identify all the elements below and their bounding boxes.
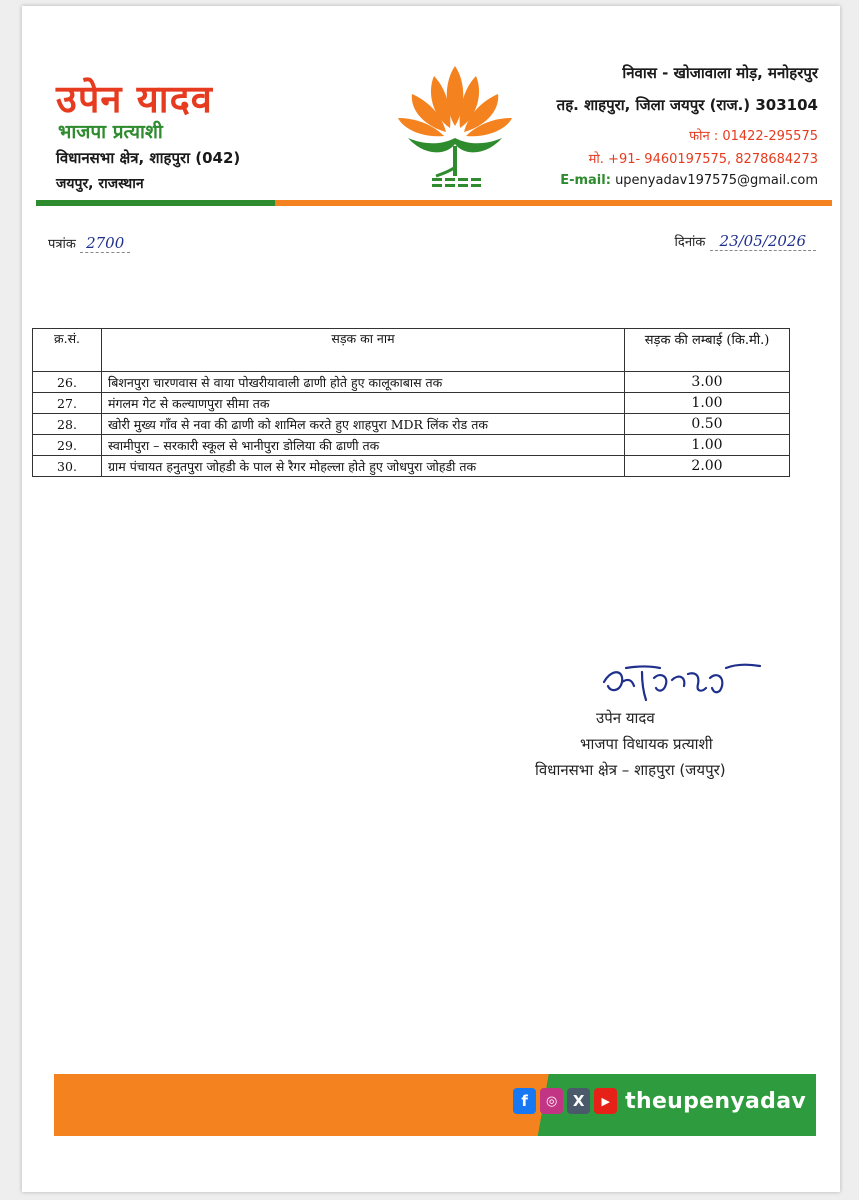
road-name-cell: स्वामीपुरा – सरकारी स्कूल से भानीपुरा डोलिया की ढाणी तक [102,435,625,456]
letter-page [22,6,840,1192]
road-length-cell: 1.00 [625,393,790,414]
reference-number [48,234,130,252]
social-links [513,1088,806,1114]
constituency-label: विधानसभा क्षेत्र, शाहपुरा (042) [56,149,241,167]
table-row [33,456,790,477]
phone-number: फोन : 01422-295575 [689,129,818,144]
youtube-icon: ▶ [594,1088,617,1114]
candidate-party-label: भाजपा प्रत्याशी [58,121,163,143]
reference-label: पत्रांक [48,237,76,252]
serial-cell: 26. [33,372,102,393]
candidate-name: उपेन यादव [56,77,213,121]
serial-cell: 29. [33,435,102,456]
city-label: जयपुर, राजस्थान [56,176,144,192]
signatory-constituency: विधानसभा क्षेत्र – शाहपुरा (जयपुर) [535,761,726,779]
reference-value: 2700 [80,234,130,253]
road-length-cell: 1.00 [625,435,790,456]
road-length-cell: 3.00 [625,372,790,393]
x-icon: X [567,1088,590,1114]
roads-table [32,328,790,477]
date-value: 23/05/2026 [710,232,816,251]
social-handle: theupenyadav [625,1088,806,1114]
serial-cell: 27. [33,393,102,414]
letter-date [675,232,816,250]
lotus-logo-icon [394,60,516,200]
address-line-1: निवास - खोजावाला मोड़, मनोहरपुर [622,64,818,82]
email-label: E-mail: [560,173,611,188]
table-row [33,393,790,414]
footer-band [54,1074,816,1136]
serial-header: क्र.सं. [33,329,102,372]
email-address: upenyadav197575@gmail.com [615,173,818,188]
road-length-cell: 2.00 [625,456,790,477]
serial-cell: 30. [33,456,102,477]
road-name-cell: बिशनपुरा चारणवास से वाया पोखरीयावाली ढाणी होते हुए कालूकाबास तक [102,372,625,393]
address-line-2: तह. शाहपुरा, जिला जयपुर (राज.) 303104 [556,96,818,114]
signatory-title: भाजपा विधायक प्रत्याशी [580,735,713,753]
serial-cell: 28. [33,414,102,435]
road-name-header: सड़क का नाम [102,329,625,372]
handwritten-signature [598,658,768,706]
date-label: दिनांक [674,235,706,250]
facebook-icon: f [513,1088,536,1114]
table-row [33,414,790,435]
table-header-row [33,329,790,372]
road-length-cell: 0.50 [625,414,790,435]
header-divider [36,200,832,206]
road-name-cell: खोरी मुख्य गाँव से नवा की ढाणी को शामिल करते हुए शाहपुरा MDR लिंक रोड तक [102,414,625,435]
table-row [33,372,790,393]
mobile-numbers: मो. +91- 9460197575, 8278684273 [588,152,818,167]
road-length-header: सड़क की लम्बाई (कि.मी.) [625,329,790,372]
instagram-icon: ◎ [540,1088,563,1114]
road-name-cell: ग्राम पंचायत हनुतपुरा जोहडी के पाल से रैगर मोहल्ला होते हुए जोधपुरा जोहडी तक [102,456,625,477]
signatory-name: उपेन यादव [596,709,655,727]
table-row [33,435,790,456]
road-name-cell: मंगलम गेट से कल्याणपुरा सीमा तक [102,393,625,414]
email-line [560,173,818,188]
